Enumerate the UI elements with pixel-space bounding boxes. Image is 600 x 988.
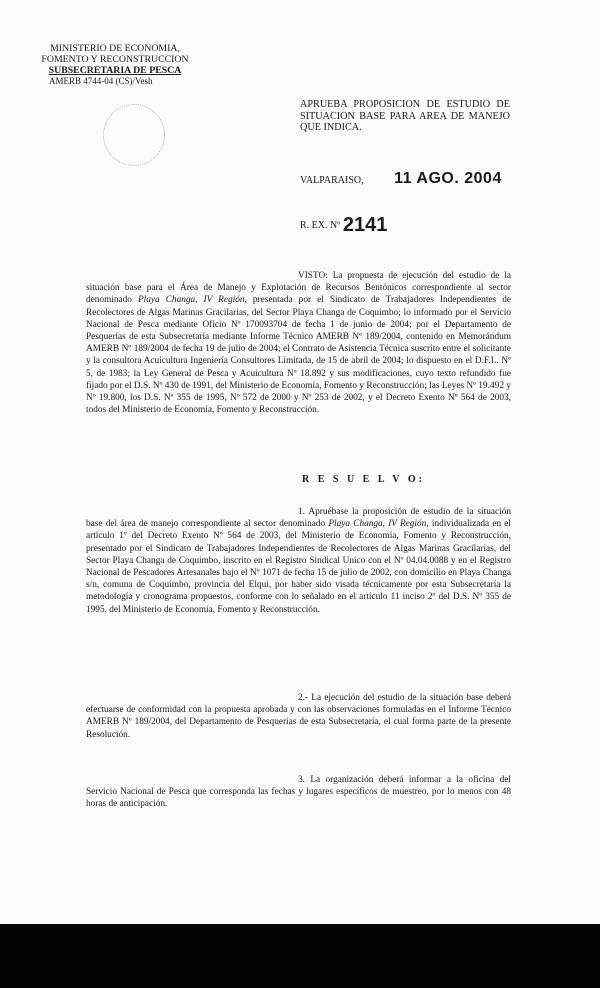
resolution-title: APRUEBA PROPOSICION DE ESTUDIO DE SITUACION BASE PARA AREA DE MANEJO QUE INDICA. [300,99,510,133]
item-1-text-a: 1. Apruébase la proposición de estudio de la situación base del área de manejo correspondiente al sector denominado [86,507,511,530]
subsecretaria-line: SUBSECRETARIA DE PESCA [48,65,182,76]
ministry-line2: FOMENTO Y RECONSTRUCCION [41,54,189,65]
reference-code: AMERB 4744-04 (CS)/Vesh [49,76,153,86]
item-1-text-b: , individualizada en el artículo 1º del Decreto Exento Nº 564 de 2003, del Ministerio de Economía, Fomento y Reconstrucción, presentado por el Sindicato de Trabajadores Independientes de Recolectores de Algas Marinas Gracilarias, del Sector Playa Changa de Coquimbo, inscrito en el Registro Sindical Unico con el Nº 04.04.0088 y en el Registro Nacional de Pescadores Artesanales bajo el Nº 1071 de fecha 15 de julio de 2002, con domicilio en Playa Changa s/n, comuna de Coquimbo, provincia del Elqui, por haber sido visada técnicamente por esta Subsecretaría la metodología y cronograma propuestos, conforme con lo señalado en el artículo 11 inciso 2º del D.S. Nº 355 de 1995, del Ministerio de Economía, Fomento y Reconstrucción. [86,519,511,615]
visto-text-a: La propuesta de ejecución del estudio de la situación base para el Área de Manejo y Explotación de Recursos Bentónicos correspondiente al sector denominado [86,271,511,306]
item-3-text: 3. La organización deberá informar a la oficina del Servicio Nacional de Pesca que corresponda las fechas y lugares específicos de muestreo, por lo menos con 48 horas de anticipación. [86,775,511,810]
seal-stamp [103,104,165,166]
visto-paragraph [86,270,511,416]
item-1 [86,506,511,616]
item-2 [86,692,511,741]
stamped-date: 11 AGO. 2004 [394,170,502,187]
ministry-line1: MINISTERIO DE ECONOMIA, [50,43,180,54]
letterhead [35,43,195,87]
resuelvo-heading: R E S U E L V O: [302,474,425,485]
resolution-number [300,214,387,237]
visto-label: VISTO: [298,271,328,281]
item-3 [86,774,511,811]
visto-place: Playa Changa, IV Región [138,295,245,306]
item-1-place: Playa Changa, IV Región [328,519,427,530]
city: VALPARAISO, [300,175,364,186]
visto-text-b: , presentada por el Sindicato de Trabajadores Independientes de Recolectores de Algas Marinas Gracilarias, del Sector Playa Changa de Coquimbo; lo informado por el Servicio Nacional de Pesca mediante Oficio Nº 170093704 de fecha 1 de junio de 2004; por el Departamento de Pesquerías de esta Subsecretaría mediante Informe Técnico AMERB Nº 189/2004, contenido en Memorándum AMERB Nº 189/2004 de fecha 19 de julio de 2004; el Contrato de Asistencia Técnica suscrito entre el solicitante y la consultora Acuicultura Ingeniería Consultores Limitada, de 15 de abril de 2004; lo dispuesto en el D.F.L. Nº 5, de 1983; la Ley General de Pesca y Acuicultura Nº 18.892 y sus modificaciones, cuyo texto refundido fue fijado por el D.S. Nº 430 de 1991, del Ministerio de Economía, Fomento y Reconstrucción; las Leyes Nº 19.492 y Nº 19.800, los D.S. Nº 355 de 1995, Nº 572 de 2000 y Nº 253 de 2002, y el Decreto Exento Nº 564 de 2003, todos del Ministerio de Economía, Fomento y Reconstrucción. [86,295,511,416]
scan-border [0,924,600,988]
rex-number: 2141 [342,214,388,236]
rex-label: R. EX. Nº [300,220,341,231]
dateline [300,170,502,188]
item-2-text: 2.- La ejecución del estudio de la situación base deberá efectuarse de conformidad con la propuesta aprobada y con las observaciones formuladas en el Informe Técnico AMERB Nº 189/2004, del Departamento de Pesquerías de esta Subsecretaría, el cual forma parte de la presente Resolución. [86,693,511,740]
